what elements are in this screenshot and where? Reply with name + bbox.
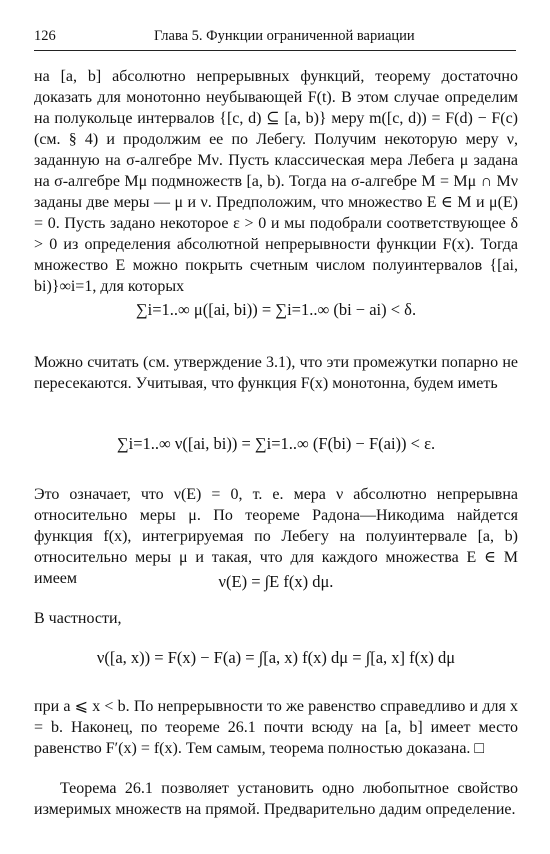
- paragraph-disjoint: Можно считать (см. утверждение 3.1), что эти промежутки попарно не пересекаются. Учитывая, что функция F(x) монотонна, будем иметь: [34, 354, 518, 392]
- page-number: 126: [34, 28, 56, 44]
- header-rule: [34, 50, 516, 51]
- formula-nu-integral: ν(E) = ∫E f(x) dμ.: [218, 572, 334, 591]
- formula-f-difference: ν([a, x)) = F(x) − F(a) = ∫[a, x) f(x) dμ = ∫[a, x] f(x) dμ: [96, 648, 456, 667]
- formula-measure-sum: ∑i=1..∞ μ([ai, bi)) = ∑i=1..∞ (bi − ai) < δ.: [135, 300, 417, 319]
- formula-nu-sum: ∑i=1..∞ ν([ai, bi)) = ∑i=1..∞ (F(bi) − F(ai)) < ε.: [116, 434, 436, 453]
- paragraph-next-theorem: Теорема 26.1 позволяет установить одно любопытное свойство измеримых множеств на прямой. Предварительно дадим определение.: [34, 780, 518, 818]
- paragraph-proof-start: на [a, b] абсолютно непрерывных функций, теорему достаточно доказать для монотонно неубывающей F(t). В этом случае определим на полукольце интервалов {[c, d) ⊆ [a, b)} меру m([c, d)) = F(d) − F(c) (см. § 4) и продолжим ее по Лебегу. Получим некоторую меру ν, заданную на σ-алгебре Mν. Пусть классическая мера Лебега μ задана на σ-алгебре Mμ подмножеств [a, b). Тогда на σ-алгебре M = Mμ ∩ Mν заданы две меры — μ и ν. Предположим, что множество E ∈ M и μ(E) = 0. Пусть задано некоторое ε > 0 и мы подобрали соответствующее δ > 0 из определения абсолютной непрерывности функции F(x). Тогда множество E можно покрыть счетным числом полуинтервалов {[ai, bi)}∞i=1, для которых: [34, 68, 518, 295]
- paragraph-conclusion: при a ⩽ x < b. По непрерывности то же равенство справедливо и для x = b. Наконец, по теореме 26.1 почти всюду на [a, b] имеет место равенство F′(x) = f(x). Тем самым, теорема полностью доказана. □: [34, 698, 518, 757]
- paragraph-radon-nikodym: Это означает, что ν(E) = 0, т. е. мера ν абсолютно непрерывна относительно меры μ. По теореме Радона—Никодима найдется функция f(x), интегрируемая по Лебегу на полуинтервале [a, b) относительно меры μ и такая, что для каждого множества E ∈ M имеем: [34, 486, 518, 587]
- paragraph-in-particular: В частности,: [34, 610, 122, 627]
- chapter-title: Глава 5. Функции ограниченной вариации: [154, 28, 415, 44]
- running-header: [34, 28, 516, 50]
